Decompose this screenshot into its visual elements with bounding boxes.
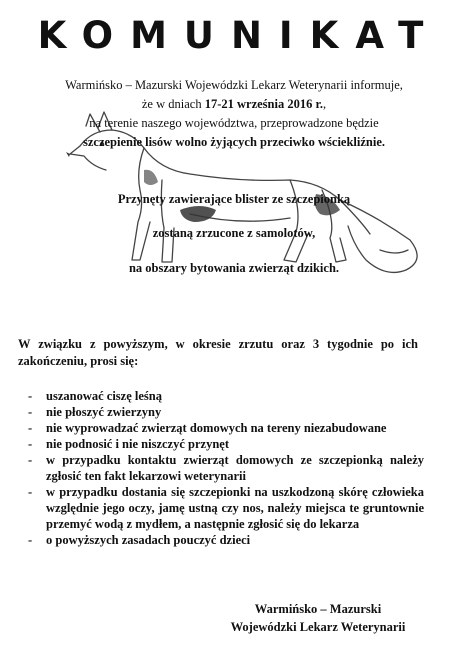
list-item: - w przypadku kontaktu zwierząt domowych ze szczepionką należy zgłosić ten fakt lekarzowi weterynarii (28, 452, 424, 484)
intro-line-4: szczepienie lisów wolno żyjących przeciwko wściekliźnie. (82, 135, 386, 149)
campaign-dates: 17-21 września 2016 r. (204, 97, 323, 111)
intro-line-3: na terenie naszego województwa, przeprowadzone będzie (89, 116, 379, 130)
baits-line-1: Przynęty zawierające blister ze szczepionką (117, 192, 351, 206)
list-item: - nie wyprowadzać zwierząt domowych na tereny niezabudowane (28, 420, 424, 436)
list-item: - o powyższych zasadach pouczyć dzieci (28, 532, 424, 548)
signature-line-1: Warmińsko – Mazurski (254, 602, 382, 616)
intro-line-2-suffix: , (322, 97, 327, 111)
signature-line-2: Wojewódzki Lekarz Weterynarii (230, 620, 406, 634)
list-item: - nie podnosić i nie niszczyć przynęt (28, 436, 424, 452)
intro-line-2 (0, 95, 468, 114)
list-item: - uszanować ciszę leśną (28, 388, 424, 404)
request-paragraph: W związku z powyższym, w okresie zrzutu oraz 3 tygodnie po ich zakończeniu, prosi się: (18, 337, 418, 368)
intro-line-2-prefix: że w dniach (141, 97, 205, 111)
signature-block (218, 600, 418, 636)
intro-line-1: Warmińsko – Mazurski Wojewódzki Lekarz Weterynarii informuje, (65, 78, 403, 92)
notice-title: KOMUNIKAT (37, 14, 441, 57)
instructions-list (28, 388, 424, 548)
intro-block (0, 76, 468, 152)
baits-line-2: zostaną zrzucone z samolotów, (152, 226, 316, 240)
list-item: - w przypadku dostania się szczepionki na uszkodzoną skórę człowieka względnie jego oczy, jamę ustną czy nos, należy miejsca te gruntownie przemyć wodą z mydłem, a następnie zgłosić się do lekarza (28, 484, 424, 532)
baits-line-3: na obszary bytowania zwierząt dzikich. (128, 261, 340, 275)
list-item: - nie płoszyć zwierzyny (28, 404, 424, 420)
